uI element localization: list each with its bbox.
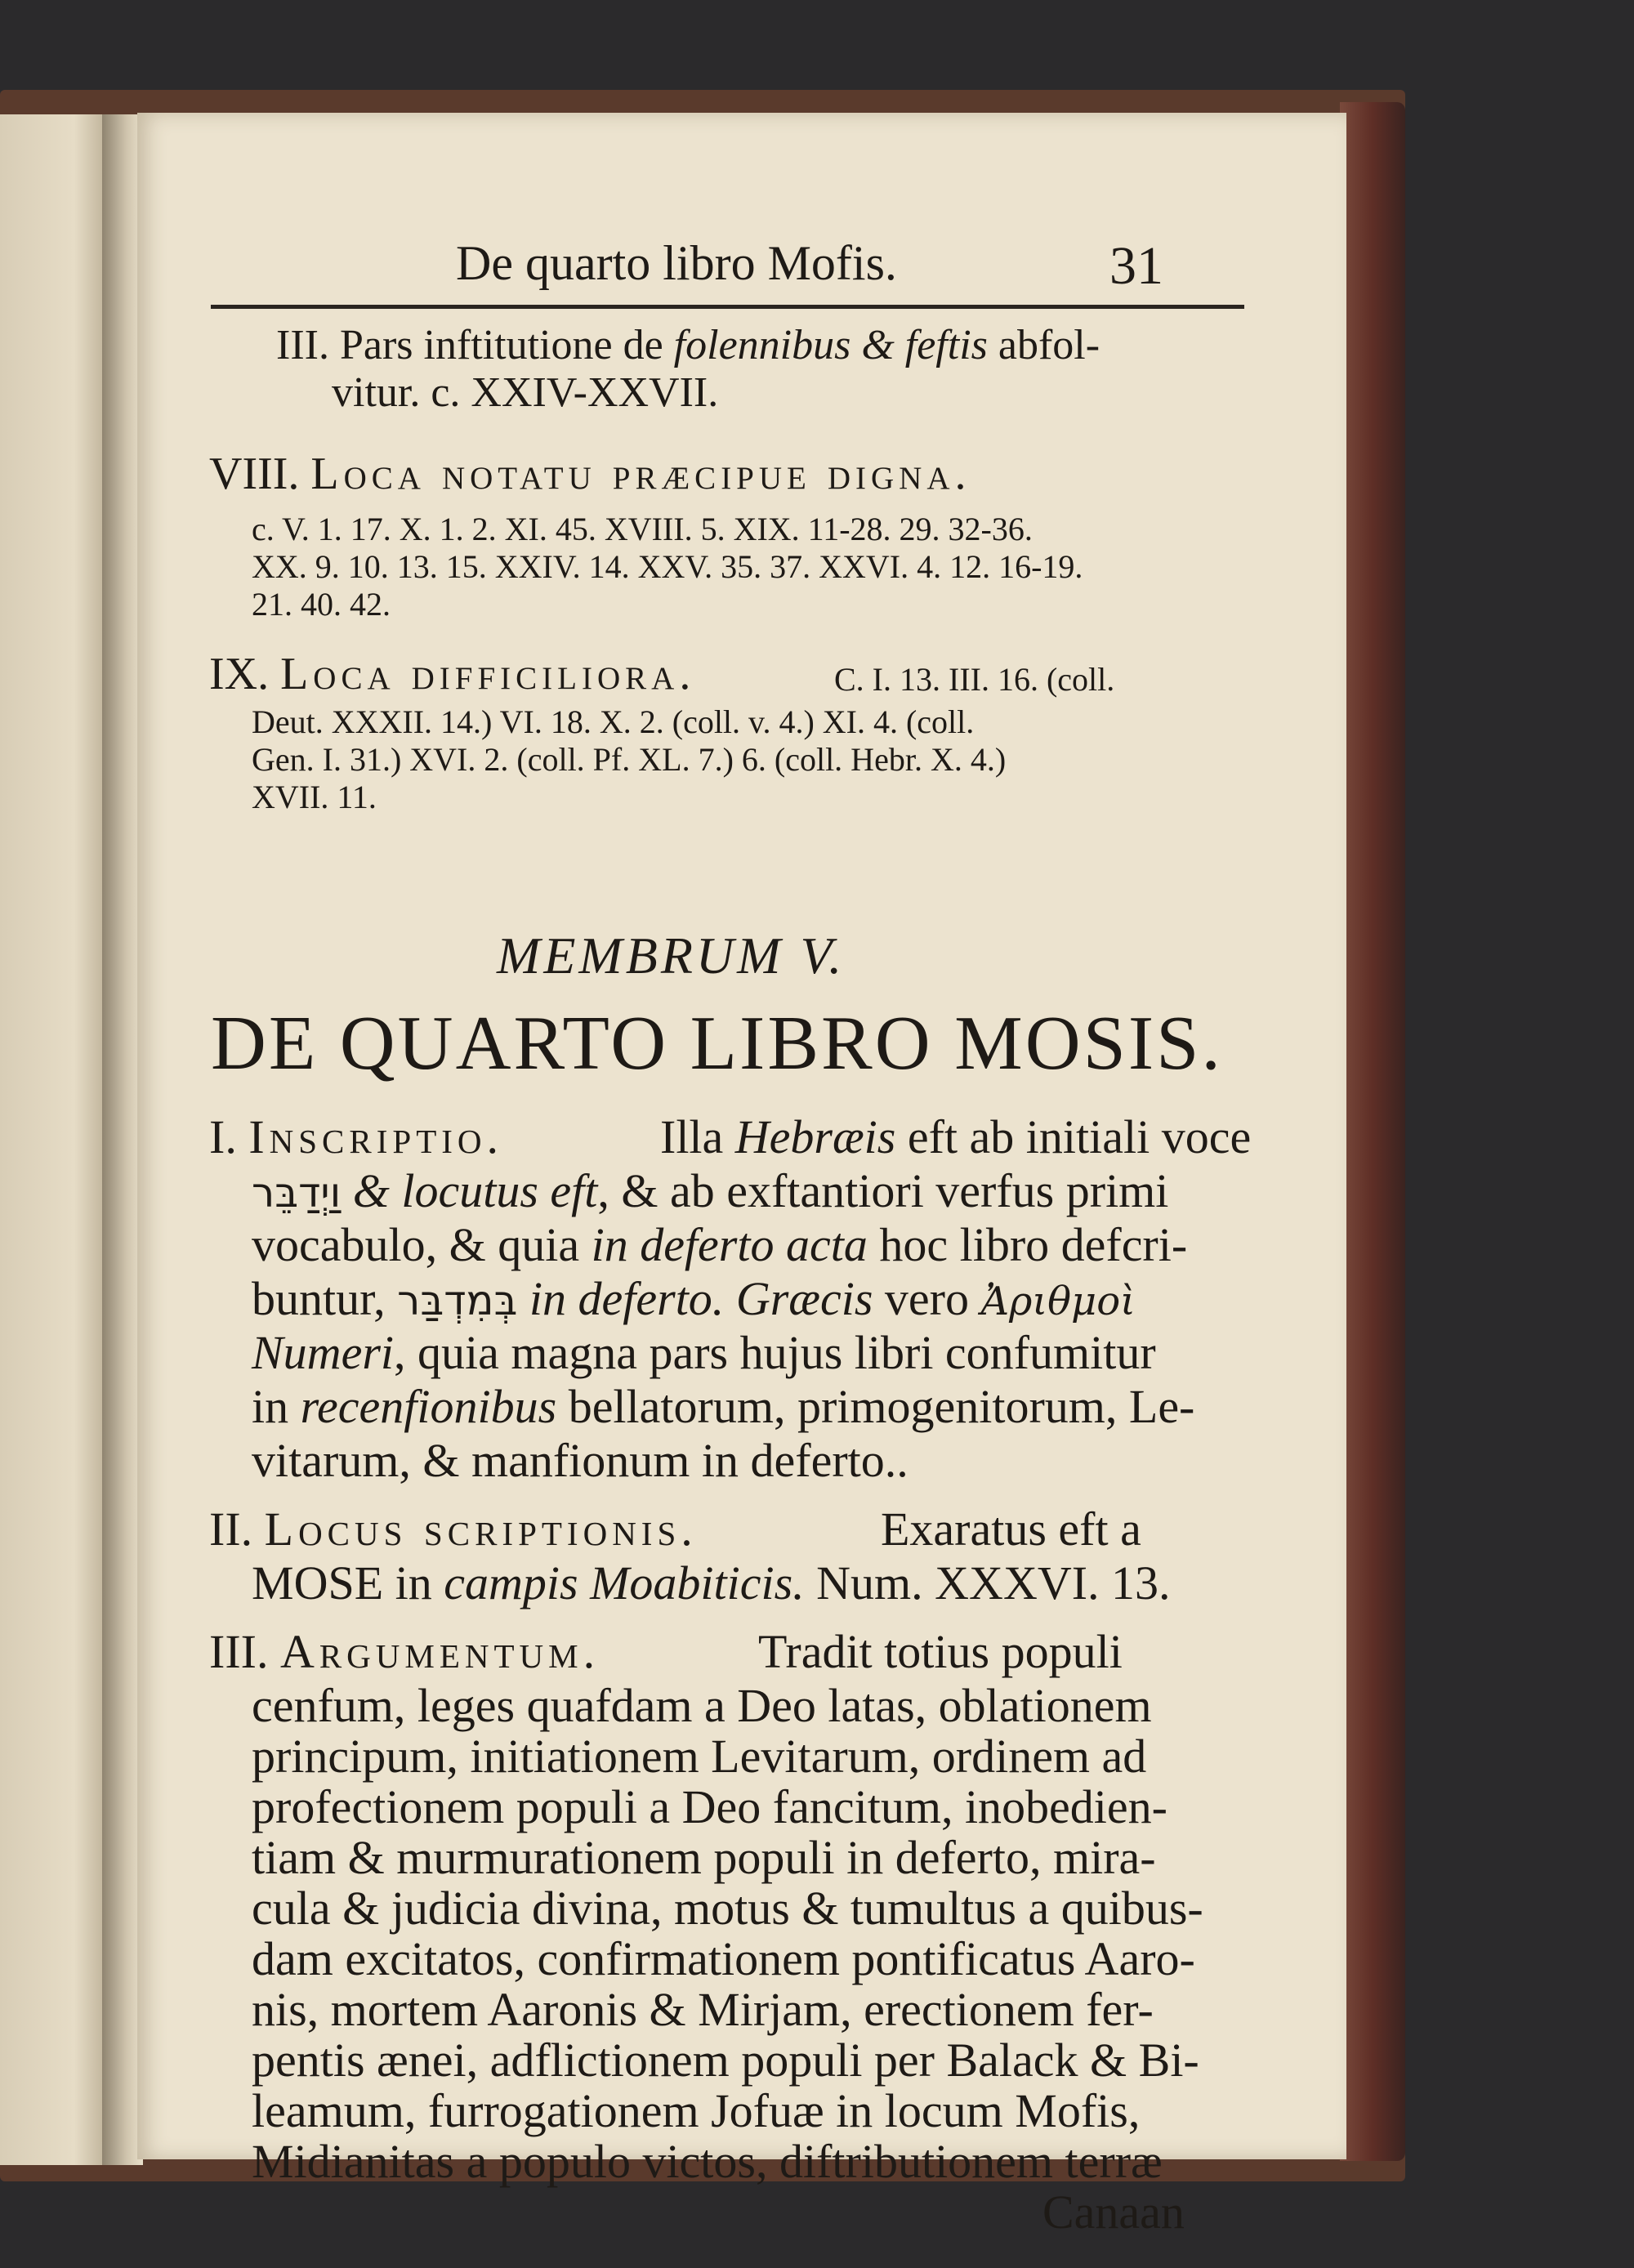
text-run-italic: folennibus & feftis (673, 322, 988, 368)
section-ii-line-2 (252, 1556, 1171, 1610)
section-iii-line: pentis ænei, adflictionem populi per Balack & Bi- (252, 2034, 1199, 2087)
text-run: bellatorum, primogenitorum, Le- (556, 1380, 1195, 1433)
section-title: Argumentum. (279, 1625, 600, 1678)
section-title: Loca notatu præcipue digna. (310, 449, 971, 499)
section-title: Inscriptio. (248, 1110, 504, 1163)
section-number: I. (209, 1110, 237, 1163)
section-title: Loca difficiliora. (280, 649, 696, 699)
text-run: Illa (660, 1110, 735, 1163)
text-run: abfol- (987, 322, 1100, 368)
section-iii-line: principum, initiationem Levitarum, ordinem ad (252, 1730, 1147, 1783)
hebrew-word: בְּמִדְבַּר (397, 1277, 518, 1324)
section-ix-heading (209, 648, 695, 700)
section-i-line-7: vitarum, & manfionum in deferto.. (252, 1434, 909, 1487)
text-run-italic: in deferto acta (591, 1218, 868, 1271)
section-iii-line: nis, mortem Aaronis & Mirjam, erectionem fer- (252, 1983, 1154, 2036)
text-run-italic: recenfionibus (300, 1380, 557, 1433)
text-run-italic: campis Moabiticis. (444, 1556, 805, 1609)
section-iii-heading (209, 1624, 600, 1679)
text-run-italic: Numeri (252, 1326, 394, 1379)
section-i-line-5 (252, 1325, 1156, 1380)
section-iii-line: tiam & murmurationem populi in deferto, mira- (252, 1831, 1156, 1884)
header-rule (211, 305, 1244, 309)
section-i-line-1-tail (660, 1109, 1251, 1164)
text-run: vocabulo, & quia (252, 1218, 592, 1271)
section-viii-line-2: XX. 9. 10. 13. 15. XXIV. 14. XXV. 35. 37. XXVI. 4. 12. 16-19. (252, 548, 1083, 585)
section-i-line-4 (252, 1271, 1136, 1326)
section-i-line-1 (209, 1109, 503, 1164)
text-run-italic: Græcis (724, 1272, 873, 1325)
section-i-line-2 (252, 1163, 1168, 1218)
text-run: MOSE in (252, 1556, 444, 1609)
section-i-line-6 (252, 1379, 1194, 1434)
section-ix-line-1: Deut. XXXII. 14.) VI. 18. X. 2. (coll. v. 4.) XI. 4. (coll. (252, 703, 975, 740)
section-iii-line: dam excitatos, confirmationem pontificatus Aaro- (252, 1932, 1195, 1985)
text-run-italic: in deferto. (517, 1272, 725, 1325)
section-iii-line: Midianitas a populo victos, diftributionem terræ (252, 2135, 1163, 2188)
top-item-line-2: vitur. c. XXIV-XXVII. (332, 369, 719, 416)
section-viii-heading (209, 448, 971, 500)
section-iii-line: cenfum, leges quafdam a Deo latas, oblationem (252, 1679, 1152, 1732)
text-run-italic: Hebræis (734, 1110, 896, 1163)
section-number: VIII. (209, 449, 300, 499)
section-i-line-3 (252, 1217, 1187, 1272)
left-page-edge (0, 114, 106, 2165)
section-iii-line: leamum, furrogationem Jofuæ in locum Mofis, (252, 2084, 1141, 2137)
text-run: eft ab initiali voce (895, 1110, 1252, 1163)
section-title: Locus scriptionis. (264, 1502, 698, 1556)
right-page (137, 113, 1346, 2239)
main-title: DE QUARTO LIBRO MOSIS. (211, 1001, 1223, 1086)
section-ii-heading (209, 1502, 698, 1556)
book-cover-edge (1340, 102, 1405, 2161)
greek-word: Ἀριθμοὶ (980, 1279, 1136, 1324)
section-iii-line: profectionem populi a Deo fancitum, inobedien- (252, 1780, 1167, 1833)
section-ix-line-3: XVII. 11. (252, 779, 377, 815)
text-run: in (252, 1380, 301, 1433)
section-ix-title-tail: C. I. 13. III. 16. (coll. (834, 661, 1115, 698)
section-iii-line: cula & judicia divina, motus & tumultus a quibus- (252, 1882, 1203, 1935)
running-head: De quarto libro Mofis. (456, 236, 897, 290)
section-number: IX. (209, 649, 270, 699)
text-run-italic: & locutus eft (341, 1164, 598, 1217)
section-number: II. (209, 1502, 253, 1556)
text-run: Num. XXXVI. 13. (804, 1556, 1171, 1609)
section-viii-line-1: c. V. 1. 17. X. 1. 2. XI. 45. XVIII. 5. XIX. 11-28. 29. 32-36. (252, 511, 1033, 547)
text-run: , quia magna pars hujus libri confumitur (394, 1326, 1156, 1379)
text-run: buntur, (252, 1272, 398, 1325)
section-ix-line-2: Gen. I. 31.) XVI. 2. (coll. Pf. XL. 7.) 6. (coll. Hebr. X. 4.) (252, 741, 1007, 778)
page-number: 31 (1109, 236, 1163, 296)
text-run: , & ab exftantiori verfus primi (597, 1164, 1169, 1217)
section-viii-line-3: 21. 40. 42. (252, 586, 391, 623)
membrum-heading: MEMBRUM V. (497, 926, 846, 984)
text-run: III. Pars inftitutione de (276, 322, 674, 368)
top-item-line-1 (276, 321, 1100, 369)
catchword: Canaan (1042, 2185, 1185, 2239)
section-iii-title-tail: Tradit totius populi (758, 1625, 1123, 1678)
hebrew-word: וַיְדַבֵּר (252, 1169, 342, 1217)
page-text (137, 113, 1346, 2239)
text-run: vero (873, 1272, 981, 1325)
text-run: hoc libro defcri- (867, 1218, 1188, 1271)
section-ii-title-tail: Exaratus eft a (881, 1502, 1141, 1556)
section-number: III. (209, 1625, 269, 1678)
